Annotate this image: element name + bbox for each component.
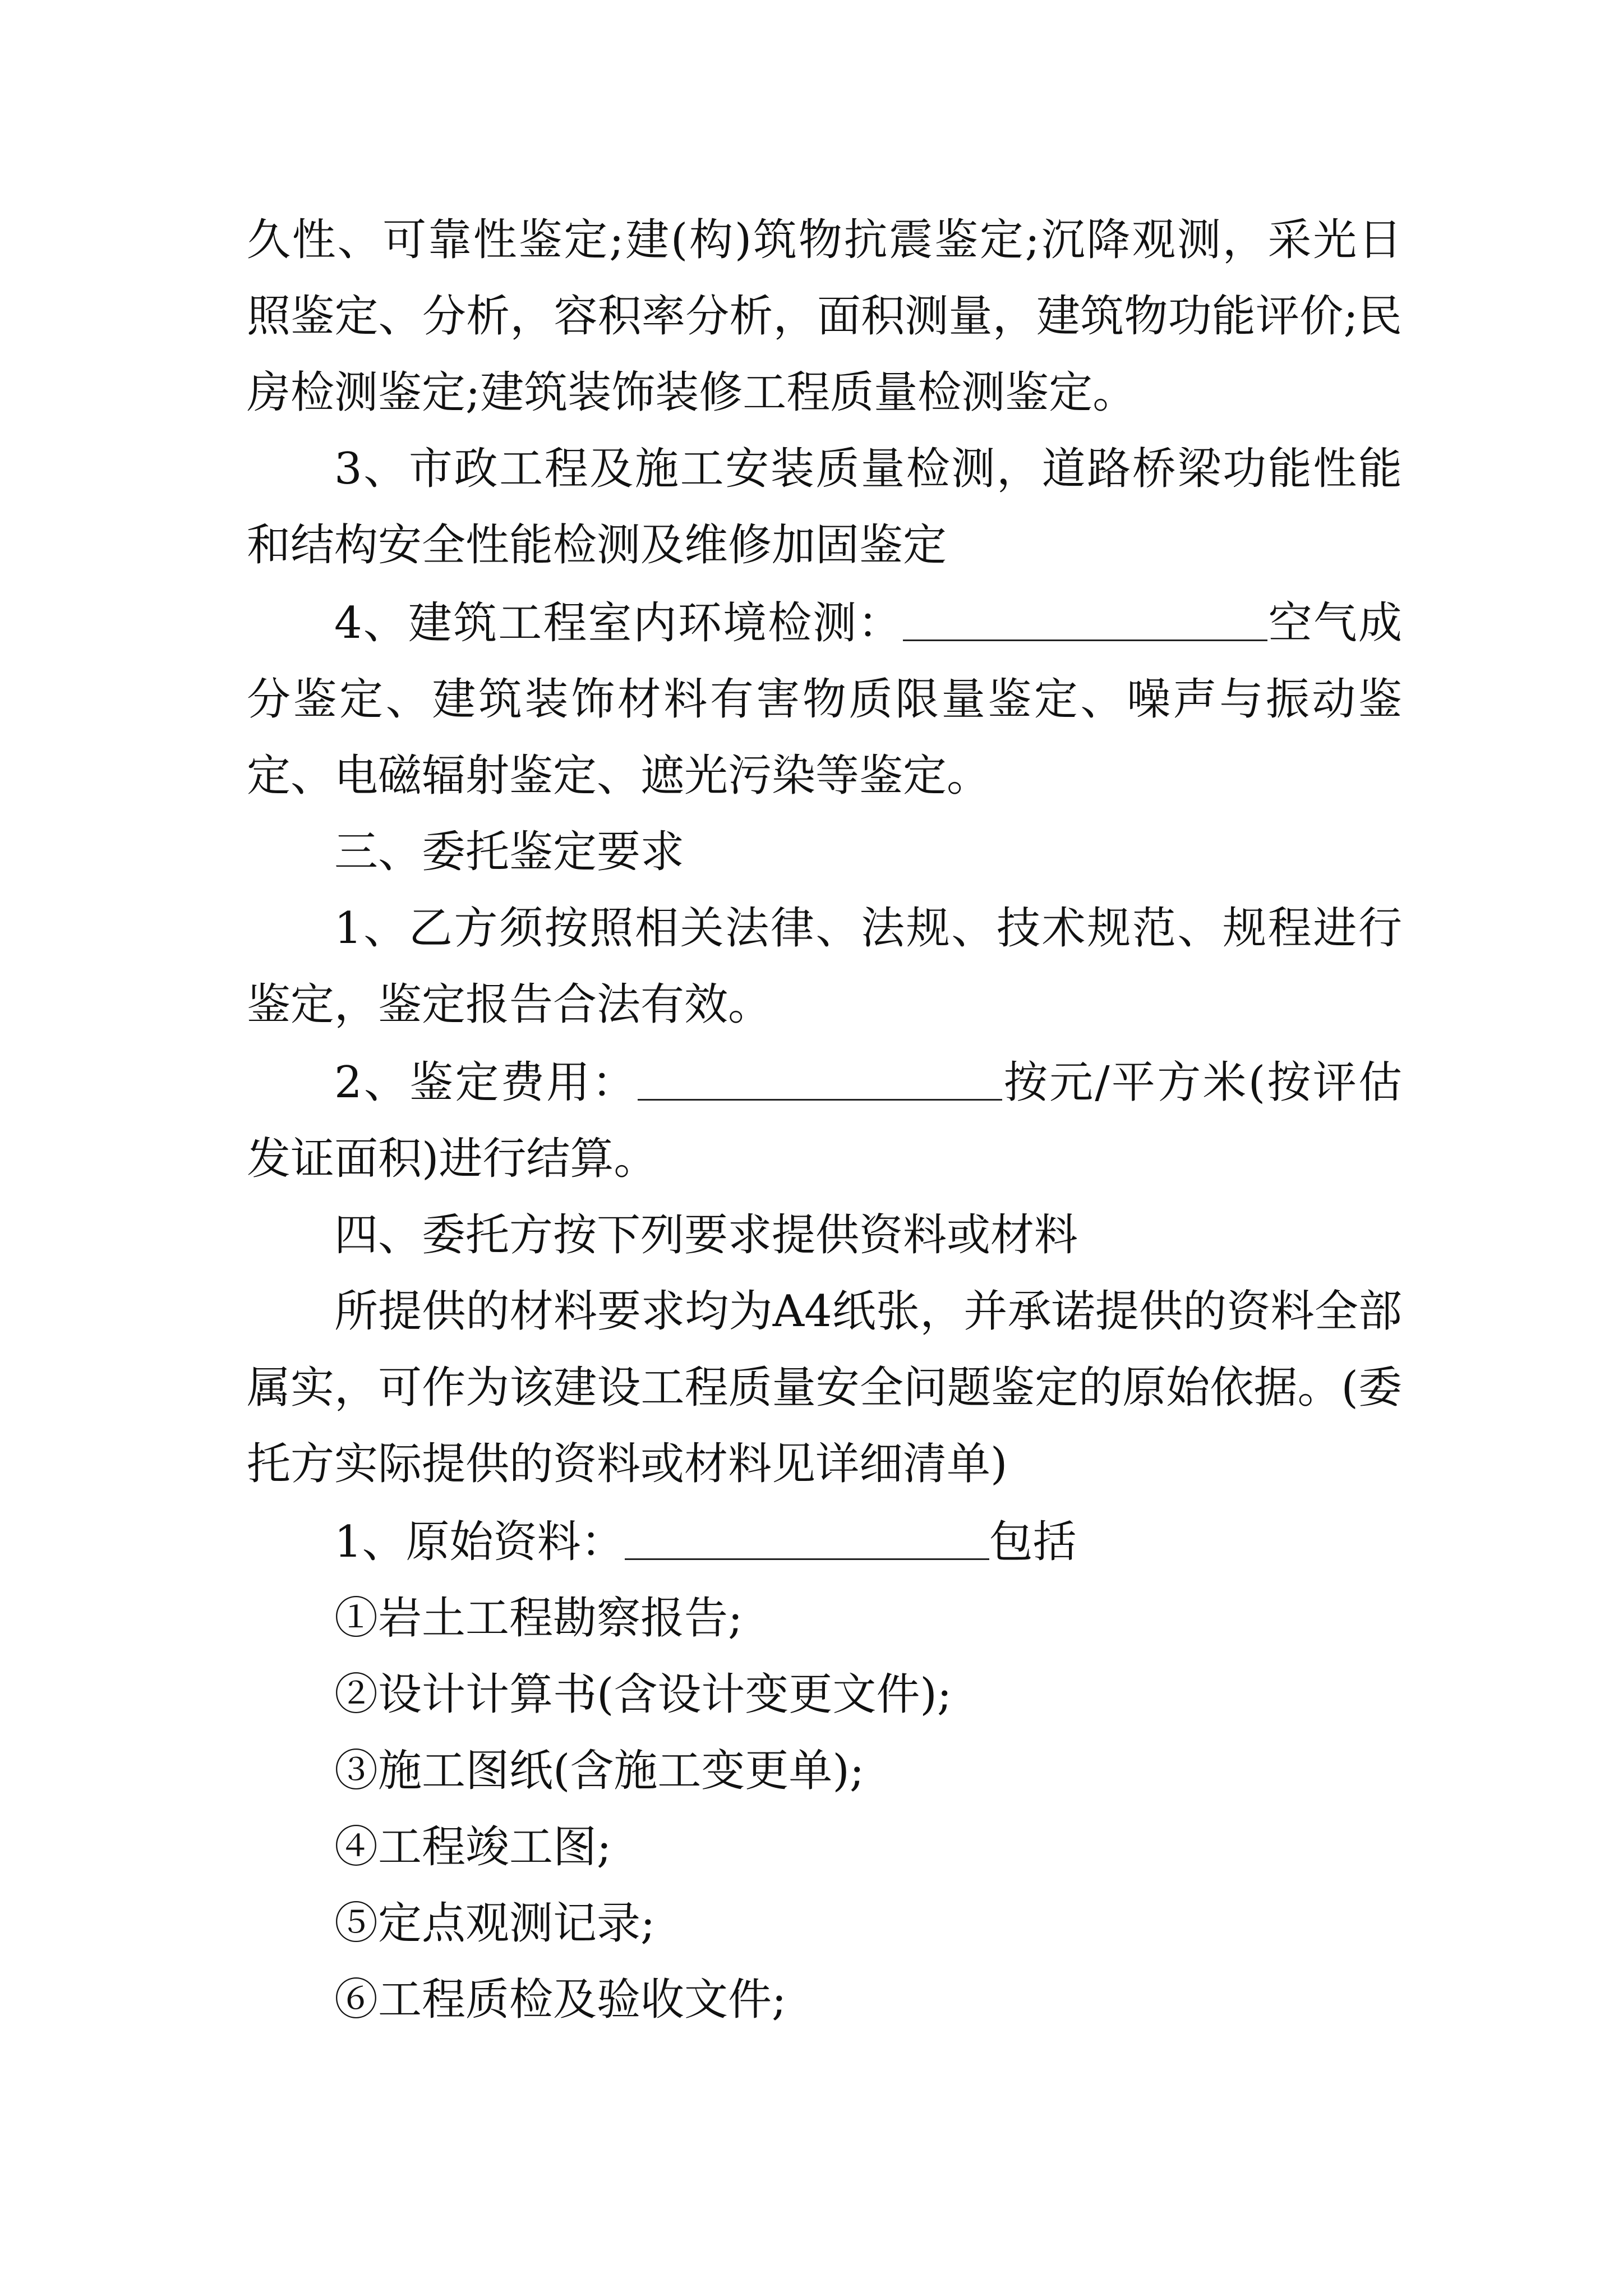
paragraph-text: 1、乙方须按照相关法律、法规、技术规范、规程进行鉴定，鉴定报告合法有效。: [247, 903, 1402, 1030]
paragraph-text: 按元/平方米(按评估发证面积)进行结算。: [247, 1057, 1402, 1184]
paragraph-text: 久性、可靠性鉴定;建(构)筑物抗震鉴定;沉降观测，采光日照鉴定、分析，容积率分析，面积测量，建筑物功能评价;民房检测鉴定;建筑装饰装修工程质量检测鉴定。: [247, 215, 1402, 418]
paragraph-municipal-engineering: [247, 431, 1402, 583]
list-item: [247, 1657, 1402, 1733]
paragraph-text: 3、市政工程及施工安装质量检测，道路桥梁功能性能和结构安全性能检测及维修加固鉴定: [247, 444, 1402, 570]
paragraph-material-requirements: [247, 1273, 1402, 1502]
list-item-text: ⑥工程质检及验收文件;: [334, 1975, 787, 2025]
paragraph-text: 2、鉴定费用：: [334, 1057, 638, 1108]
paragraph-fees: [247, 1043, 1402, 1197]
fill-in-blank[interactable]: [903, 583, 1267, 641]
fill-in-blank[interactable]: [625, 1502, 989, 1560]
list-item-text: ③施工图纸(含施工变更单);: [334, 1746, 865, 1796]
paragraph-legal-compliance: [247, 890, 1402, 1043]
paragraph-text: 1、原始资料：: [334, 1517, 625, 1567]
paragraph-text: 4、建筑工程室内环境检测：: [334, 598, 903, 648]
paragraph-indoor-environment: [247, 583, 1402, 814]
list-item-text: ①岩土工程勘察报告;: [334, 1593, 743, 1644]
paragraph-original-materials: [247, 1502, 1402, 1580]
list-item: [247, 1733, 1402, 1809]
section-heading-materials: [247, 1197, 1402, 1273]
fill-in-blank[interactable]: [638, 1043, 1002, 1101]
heading-text: 三、委托鉴定要求: [334, 827, 685, 877]
list-item-text: ⑤定点观测记录;: [334, 1898, 656, 1949]
list-item-text: ④工程竣工图;: [334, 1822, 612, 1872]
document-body: [247, 202, 1402, 2038]
paragraph-text: 包括: [989, 1517, 1077, 1567]
list-item: [247, 1809, 1402, 1885]
list-item: [247, 1962, 1402, 2038]
list-item-text: ②设计计算书(含设计变更文件);: [334, 1669, 952, 1720]
section-heading-requirements: [247, 814, 1402, 890]
heading-text: 四、委托方按下列要求提供资料或材料: [334, 1210, 1078, 1260]
paragraph-inspection-scope-continued: [247, 202, 1402, 431]
list-item: [247, 1580, 1402, 1657]
list-item: [247, 1885, 1402, 1962]
paragraph-text: 所提供的材料要求均为A4纸张，并承诺提供的资料全部属实，可作为该建设工程质量安全问题鉴定的原始依据。(委托方实际提供的资料或材料见详细清单): [247, 1286, 1402, 1489]
paragraph-text: 空气成分鉴定、建筑装饰材料有害物质限量鉴定、噪声与振动鉴定、电磁辐射鉴定、遮光污染等鉴定。: [247, 598, 1402, 801]
